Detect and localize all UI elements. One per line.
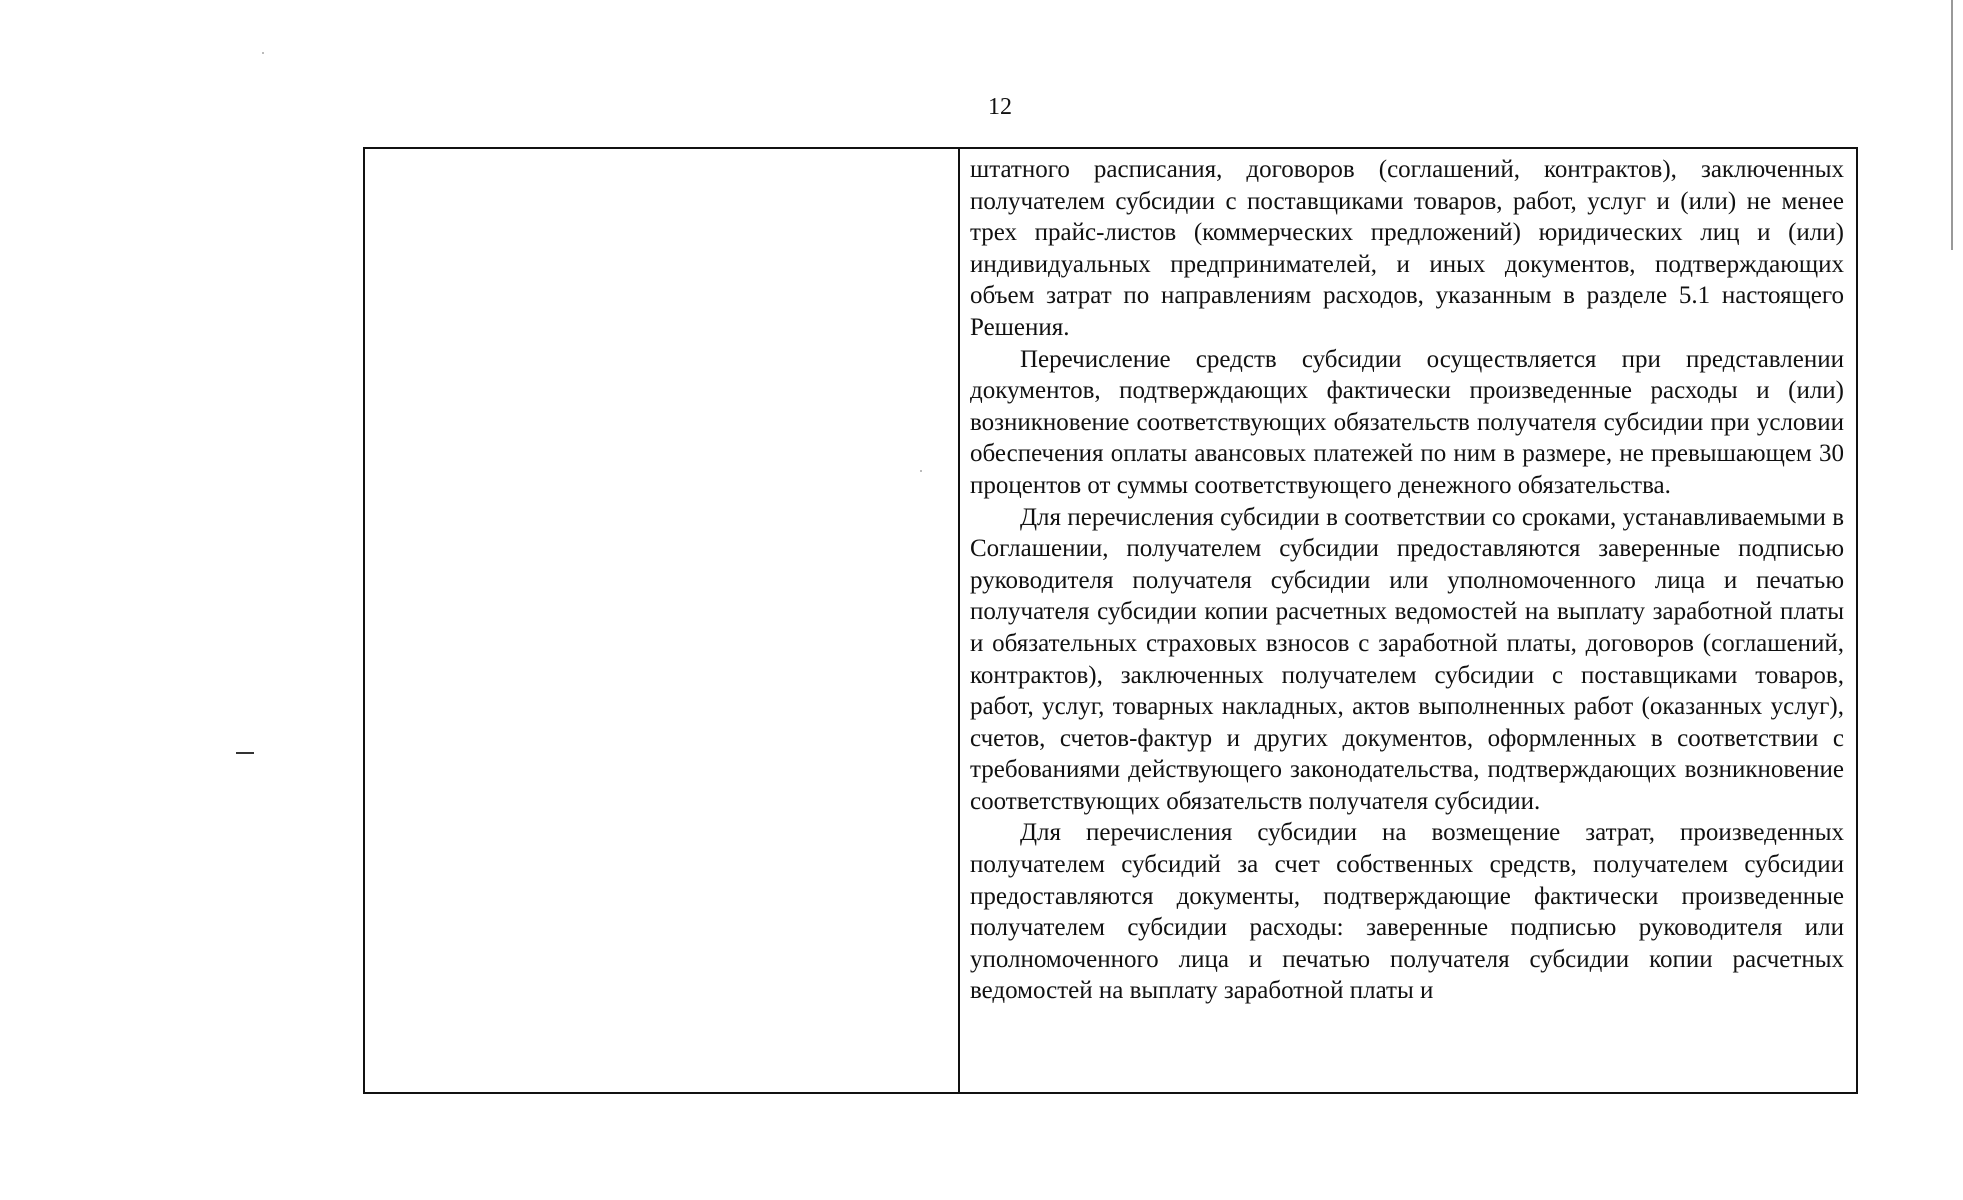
scan-speck [262, 52, 264, 54]
paragraph-transfer-conditions: Перечисление средств субсидии осуществляется при представлении документов, подтверждающих фактически произведенные расходы и (или) возникновение соответствующих обязательств получателя субсидии при условии обеспечения оплаты авансовых платежей по ним в размере, не превышающем 30 процентов от суммы соответствующего денежного обязательства. [970, 345, 1844, 499]
table-right-cell [960, 149, 1856, 1092]
paragraph-reimbursement: Для перечисления субсидии на возмещение затрат, произведенных получателем субсидий за счет собственных средств, получателем субсидии предоставляются документы, подтверждающие фактически произведенные получателем субсидии расходы: заверенные подписью руководителя или уполномоченного лица и печатью получателя субсидии копии расчетных ведомостей на выплату заработной платы и [970, 819, 1844, 1005]
scan-edge-line [1951, 0, 1953, 250]
paragraph-continuation: штатного расписания, договоров (соглашений, контрактов), заключенных получателем субсидии с поставщиками товаров, работ, услуг и (или) не менее трех прайс-листов (коммерческих предложений) юридических лиц и (или) индивидуальных предпринимателей, и иных документов, подтверждающих объем затрат по направлениям расходов, указанным в разделе 5.1 настоящего Решения. [970, 156, 1844, 341]
page-number: 12 [988, 94, 1012, 120]
document-table [363, 147, 1858, 1094]
paragraph-transfer-documents: Для перечисления субсидии в соответствии со сроками, устанавливаемыми в Соглашении, получателем субсидии предоставляются заверенные подписью руководителя получателя субсидии или уполномоченного лица и печатью получателя субсидии копии расчетных ведомостей на выплату заработной платы и обязательных страховых взносов с заработной платы, договоров (соглашений, контрактов), заключенных получателем субсидии с поставщиками товаров, работ, услуг, товарных накладных, актов выполненных работ (оказанных услуг), счетов, счетов-фактур и других документов, оформленных в соответствии с требованиями действующего законодательства, подтверждающих возникновение соответствующих обязательств получателя субсидии. [970, 503, 1844, 815]
table-left-cell [365, 149, 960, 1092]
margin-mark [236, 752, 254, 754]
